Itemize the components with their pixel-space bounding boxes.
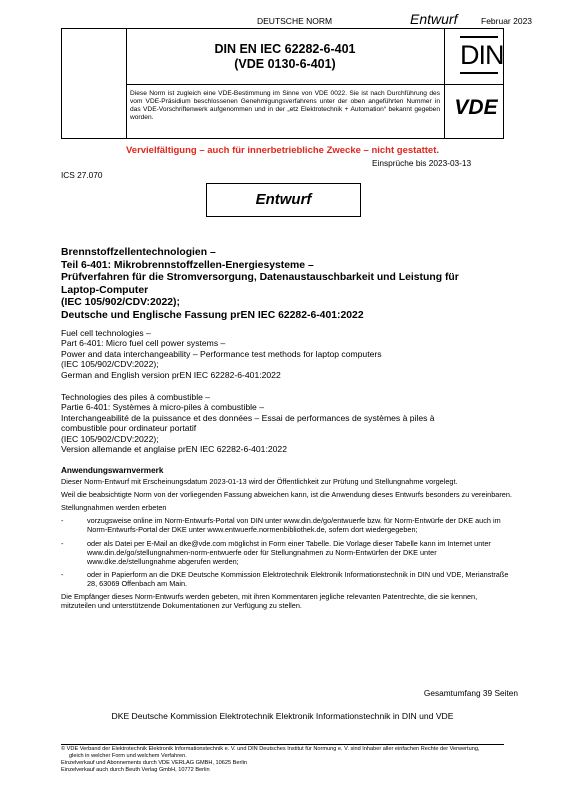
bullet-text: vorzugsweise online im Norm-Entwurfs-Portal von DIN unter www.din.de/go/entwuerfe bzw. für Norm-Entwürfe der DKE auch im Norm-Entwurfs-Portal der DKE unter www.entwuerfe.normenbibliothek.de, sofern dort wiedergegeben; xyxy=(87,516,501,535)
page-total: Gesamtumfang 39 Seiten xyxy=(423,688,518,698)
english-title xyxy=(61,328,511,380)
german-title-line: Prüfverfahren für die Stromversorgung, Datenaustauschbarkeit und Leistung für xyxy=(61,272,459,284)
bullet-marker: - xyxy=(61,538,64,548)
english-title-line: Power and data interchangeability – Performance test methods for laptop computers xyxy=(61,348,382,359)
notice-bullet xyxy=(61,516,513,534)
english-title-line: Fuel cell technologies – xyxy=(61,328,151,338)
header-label: DEUTSCHE NORM xyxy=(257,16,333,26)
header-date: Februar 2023 xyxy=(481,16,533,26)
english-title-line: Part 6-401: Micro fuel cell power systems – xyxy=(61,338,226,349)
vde-note: Diese Norm ist zugleich eine VDE-Bestimmung im Sinne von VDE 0022. Sie ist nach Durchführung des vom VDE-Präsidium beschlossenen Genehmigungsverfahrens unter der oben angeführten Nummer in das VDE-Vorschriftenwerk aufgenommen und in der „etz Elektrotechnik + Automation“ bekannt gegeben worden. xyxy=(130,90,440,121)
french-title-line: (IEC 105/902/CDV:2022); xyxy=(61,433,159,444)
footer-line: © VDE Verband der Elektrotechnik Elektronik Informationstechnik e. V. und DIN Deutsches Institut für Normung e. V. sind Inhaber aller einfachen Rechte der Verwertung, xyxy=(61,746,480,752)
din-logo xyxy=(460,36,504,74)
french-title xyxy=(61,392,511,454)
notice-bullet xyxy=(61,539,513,566)
header-status: Entwurf xyxy=(410,11,458,27)
french-title-line: combustible pour ordinateur portatif xyxy=(61,423,197,434)
copy-warning: Vervielfältigung – auch für innerbetriebliche Zwecke – nicht gestattet. xyxy=(125,145,440,156)
german-title-line: Brennstoffzellentechnologien – xyxy=(61,247,216,258)
vde-number: (VDE 0130-6-401) xyxy=(234,57,336,71)
bullet-marker: - xyxy=(61,569,64,579)
footer-rule xyxy=(61,744,504,745)
german-title xyxy=(61,247,511,323)
footer-line: Einzelverkauf auch durch Beuth Verlag GmbH, 10772 Berlin xyxy=(61,767,210,773)
footer xyxy=(61,746,521,774)
english-title-line: (IEC 105/902/CDV:2022); xyxy=(61,359,159,370)
din-logo-text: DIN xyxy=(460,40,504,70)
french-title-line: Version allemande et anglaise prEN IEC 62282-6-401:2022 xyxy=(61,444,287,455)
german-title-line: Deutsche und Englische Fassung prEN IEC 62282-6-401:2022 xyxy=(61,309,364,321)
publisher: DKE Deutsche Kommission Elektrotechnik Elektronik Informationstechnik in DIN und VDE xyxy=(111,711,454,721)
english-title-line: German and English version prEN IEC 62282-6-401:2022 xyxy=(61,369,281,380)
bullet-marker: - xyxy=(61,516,64,526)
french-title-line: Interchangeabilité de la puissance et des données – Essai de performances de systèmes à piles à xyxy=(61,412,435,423)
notice-bullet xyxy=(61,570,513,588)
standard-number: DIN EN IEC 62282-6-401 xyxy=(214,42,356,56)
bullet-text: oder als Datei per E-Mail an dke@vde.com möglichst in Form einer Tabelle. Die Vorlage dieser Tabelle kann im Internet unter www.din.de/go/stellungnahmen-norm-entwuerfe oder für Stellungnahmen zu Norm-Entwürfen der DKE unter www.dke.de/stellungnahme abgerufen werden; xyxy=(87,538,491,566)
notice-para-3: Stellungnahmen werden erbeten xyxy=(61,503,167,513)
objection-deadline: Einsprüche bis 2023-03-13 xyxy=(372,158,472,168)
footer-line: gleich in welcher Form und welchem Verfahren. xyxy=(69,753,187,759)
notice-para-2: Weil die beabsichtigte Norm von der vorliegenden Fassung abweichen kann, ist die Anwendung dieses Entwurfs besonders zu vereinbaren. xyxy=(61,490,512,500)
notice-para-4: Die Empfänger dieses Norm-Entwurfs werden gebeten, mit ihren Kommentaren jegliche relevanten Patentrechte, die sie kennen, mitzuteilen und unterstützende Dokumentationen zur Verfügung zu stellen. xyxy=(61,592,478,611)
notice-para-1: Dieser Norm-Entwurf mit Erscheinungsdatum 2023-01-13 wird der Öffentlichkeit zur Prüfung und Stellungnahme vorgelegt. xyxy=(61,477,458,487)
french-title-line: Technologies des piles à combustible – xyxy=(61,392,211,402)
bullet-text: oder in Papierform an die DKE Deutsche Kommission Elektrotechnik Elektronik Informationstechnik in DIN und VDE, Merianstraße 28, 63069 Offenbach am Main. xyxy=(87,569,509,588)
notice-heading: Anwendungswarnvermerk xyxy=(61,466,164,475)
ics-code: ICS 27.070 xyxy=(61,170,103,180)
vde-logo: VDE xyxy=(454,96,498,119)
german-title-line: Laptop-Computer xyxy=(61,284,149,296)
footer-line: Einzelverkauf und Abonnements durch VDE VERLAG GMBH, 10625 Berlin xyxy=(61,760,247,766)
german-title-line: Teil 6-401: Mikrobrennstoffzellen-Energiesysteme – xyxy=(61,259,314,271)
title-block-divider-mid xyxy=(126,84,504,85)
french-title-line: Partie 6-401: Systèmes à micro-piles à combustible – xyxy=(61,402,264,413)
notice-section xyxy=(61,466,513,610)
draft-box-label: Entwurf xyxy=(255,191,312,208)
german-title-line: (IEC 105/902/CDV:2022); xyxy=(61,297,180,309)
